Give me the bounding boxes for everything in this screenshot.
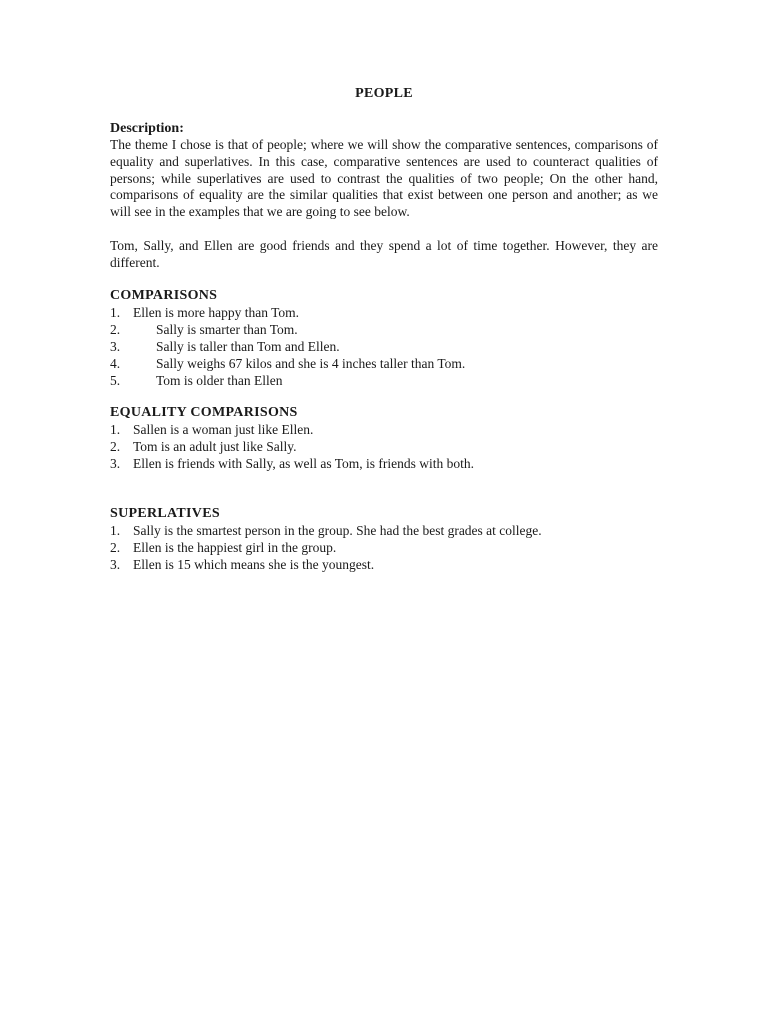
list-item <box>110 539 658 556</box>
list-item <box>110 455 658 472</box>
list-number: 2. <box>110 540 121 555</box>
list-number: 3. <box>110 557 121 572</box>
list-number: 1. <box>110 305 121 320</box>
list-text: Ellen is 15 which means she is the youngest. <box>133 557 375 572</box>
equality-list <box>110 421 658 472</box>
list-text: Tom is older than Ellen <box>156 373 283 388</box>
list-text: Ellen is friends with Sally, as well as Tom, is friends with both. <box>133 456 475 471</box>
list-text: Sally is the smartest person in the group. She had the best grades at college. <box>133 523 542 538</box>
list-item <box>110 438 658 455</box>
comparisons-heading: COMPARISONS <box>110 288 218 303</box>
list-item <box>110 421 658 438</box>
list-number: 3. <box>110 339 121 354</box>
list-number: 1. <box>110 422 121 437</box>
description-label: Description: <box>110 121 184 136</box>
list-text: Tom is an adult just like Sally. <box>133 439 297 454</box>
list-number: 3. <box>110 456 121 471</box>
superlatives-heading: SUPERLATIVES <box>110 506 220 521</box>
superlatives-list <box>110 522 658 573</box>
list-number: 2. <box>110 439 121 454</box>
list-text: Sally is smarter than Tom. <box>156 322 298 337</box>
list-text: Ellen is the happiest girl in the group. <box>133 540 337 555</box>
list-number: 2. <box>110 322 121 337</box>
page-title: PEOPLE <box>355 86 413 101</box>
list-number: 1. <box>110 523 121 538</box>
friends-paragraph: Tom, Sally, and Ellen are good friends and they spend a lot of time together. However, they are different. <box>110 238 658 270</box>
list-item <box>110 556 658 573</box>
list-number: 4. <box>110 356 121 371</box>
list-text: Sally is taller than Tom and Ellen. <box>156 339 340 354</box>
comparisons-list <box>110 304 658 389</box>
list-item <box>110 522 658 539</box>
list-item <box>110 321 658 338</box>
list-text: Sallen is a woman just like Ellen. <box>133 422 314 437</box>
description-paragraph: The theme I chose is that of people; where we will show the comparative sentences, comparisons of equality and superlatives. In this case, comparative sentences are used to counteract qualities of persons; while superlatives are used to contrast the qualities of two people; On the other hand, comparisons of equality are the similar qualities that exist between one person and another; as we will see in the examples that we are going to see below. <box>110 137 658 220</box>
list-item <box>110 355 658 372</box>
list-number: 5. <box>110 373 121 388</box>
list-text: Sally weighs 67 kilos and she is 4 inches taller than Tom. <box>156 356 466 371</box>
list-item <box>110 304 658 321</box>
list-item <box>110 338 658 355</box>
list-item <box>110 372 658 389</box>
list-text: Ellen is more happy than Tom. <box>133 305 300 320</box>
equality-heading: EQUALITY COMPARISONS <box>110 405 298 420</box>
